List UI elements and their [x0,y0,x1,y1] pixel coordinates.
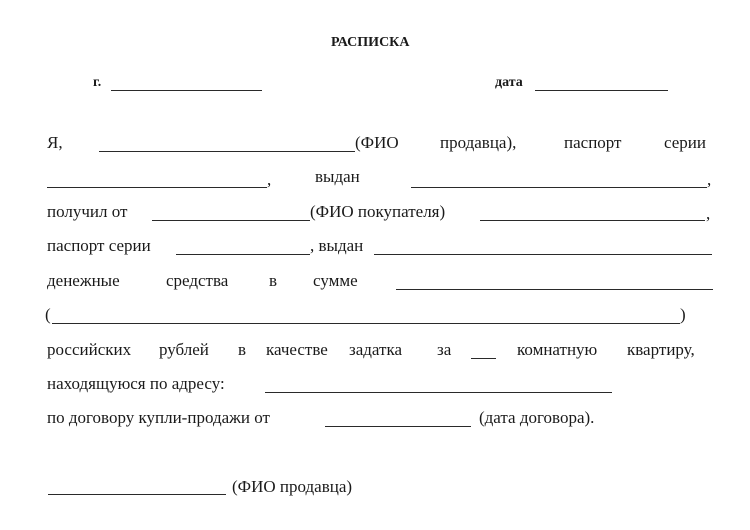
buyer-name-field[interactable] [152,220,310,221]
text-data-dogovora: (дата договора). [479,408,595,427]
text-fio-pokupatelya: (ФИО покупателя) [310,202,446,221]
text-prodavca: продавца), [440,133,517,152]
signature-label: (ФИО продавца) [232,477,353,496]
document-title: РАСПИСКА [331,35,410,50]
text-pasport-serii: паспорт серии [47,236,151,255]
text-ya: Я, [47,133,63,152]
city-label: г. [93,75,102,90]
text-za: за [437,340,452,359]
text-serii: серии [664,133,706,152]
text-sredstva: средства [166,271,229,290]
amount-words-field[interactable] [52,323,680,324]
text-open-paren: ( [45,305,51,324]
address-field[interactable] [265,392,612,393]
seller-passport-series-field[interactable] [47,187,267,188]
text-komnatnuyu: комнатную [517,340,598,359]
text-summe: сумме [313,271,358,290]
text-close-paren: ) [680,305,686,324]
buyer-passport-issuer-field[interactable] [374,254,712,255]
room-count-field[interactable] [471,358,496,359]
buyer-passport-series-field[interactable] [176,254,310,255]
contract-date-field[interactable] [325,426,471,427]
text-rubley: рублей [159,340,209,359]
text-rossiyskikh: российских [47,340,132,359]
city-field[interactable] [111,90,262,91]
text-comma: , [267,170,272,189]
text-kachestve: качестве [266,340,328,359]
text-pasport: паспорт [564,133,622,152]
text-v: в [269,271,278,290]
text-v: в [238,340,247,359]
text-vydan: выдан [315,167,360,186]
seller-passport-issuer-field[interactable] [411,187,707,188]
text-comma: , [706,204,711,223]
text-zadatka: задатка [349,340,402,359]
date-field[interactable] [535,90,668,91]
text-poluchil-ot: получил от [47,202,128,221]
text-kvartiru: квартиру, [627,340,695,359]
amount-digits-field[interactable] [396,289,713,290]
text-denezhnye: денежные [47,271,120,290]
seller-name-field[interactable] [99,151,355,152]
text-nakhodyashchuyusya: находящуюся по адресу: [47,374,225,393]
text-po-dogovoru: по договору купли-продажи от [47,408,270,427]
buyer-extra-field[interactable] [480,220,705,221]
text-fio: (ФИО [355,133,399,152]
text-comma: , [707,170,712,189]
text-vydan: , выдан [310,236,364,255]
date-label: дата [495,75,523,90]
signature-field[interactable] [48,494,226,495]
